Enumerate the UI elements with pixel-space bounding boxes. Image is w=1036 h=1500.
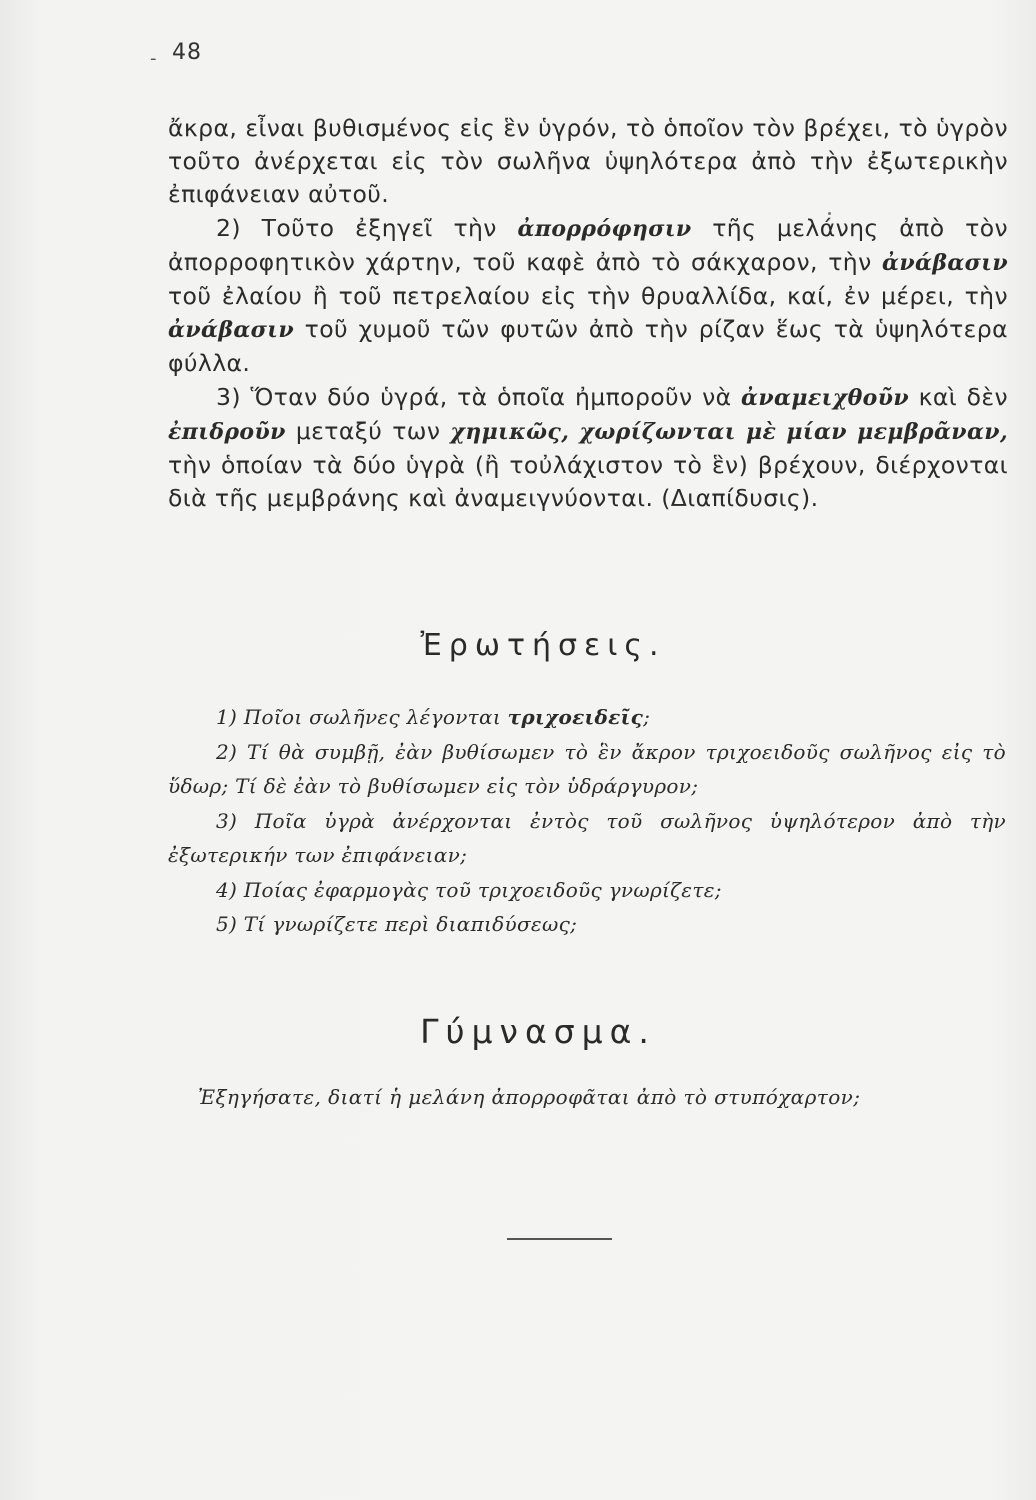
paragraph-2 <box>168 212 1008 381</box>
paragraph-2-text-a: 2) Τοῦτο ἐξηγεῖ τὴν <box>216 213 518 242</box>
page-number-dash: - <box>150 48 157 69</box>
exercise-text: Ἐξηγήσατε, διατί ἡ μελάνη ἀπορροφᾶται ἀπὸ τὸ στυπόχαρτον; <box>198 1085 861 1109</box>
questions-list <box>168 700 1006 942</box>
question-1 <box>168 700 1006 735</box>
body-text <box>168 112 1008 515</box>
exercise-heading: Γύμνασμα. <box>420 1012 656 1051</box>
question-1-mark: ; <box>643 705 651 729</box>
question-5: 5) Τί γνωρίζετε περὶ διαπιδύσεως; <box>216 912 578 936</box>
term-membrane: χημικῶς, χωρίζωνται μὲ μίαν μεμβρᾶναν, <box>450 418 1008 445</box>
paragraph-3-text-g: τὴν ὁποίαν τὰ δύο ὑγρὰ (ἢ τοὐλάχιστον τὸ ἓν) βρέχουν, διέρχονται διὰ τῆς μεμβράνης καὶ ἀναμειγνύονται. (Διαπίδυσις). <box>168 451 1008 513</box>
paragraph-3-text-c: καὶ δὲν <box>909 382 1009 411</box>
term-mix: ἀναμειχθοῦν <box>741 384 910 411</box>
paragraph-3-text-a: 3) Ὅταν δύο ὑγρά, τὰ ὁποῖα ἠμποροῦν νὰ <box>216 382 742 411</box>
section-divider <box>507 1238 612 1240</box>
paragraph-2-text-e: τοῦ ἐλαίου ἢ τοῦ πετρελαίου εἰς τὴν θρυαλλίδα, καί, ἐν μέρει, τὴν <box>168 282 1008 311</box>
term-ascent-2: ἀνάβασιν <box>168 317 294 344</box>
paragraph-2-text-g: τοῦ χυμοῦ τῶν φυτῶν ἀπὸ τὴν ρίζαν ἕως τὰ ὑψηλότερα φύλλα. <box>168 315 1008 378</box>
question-3: 3) Ποῖα ὑγρὰ ἀνέρχονται ἐντὸς τοῦ σωλῆνος ὑψηλότερον ἀπὸ τὴν ἐξωτερικήν των ἐπιφάνειαν; <box>168 808 1006 867</box>
term-ascent-1: ἀνάβασιν <box>882 249 1008 276</box>
paragraph-2-text-c: τῆς μελάνης ἀπὸ τὸν ἀπορροφητικὸν χάρτην, τοῦ καφὲ ἀπὸ τὸ σάκχαρον, τὴν <box>168 213 1008 276</box>
paragraph-3 <box>168 381 1008 516</box>
question-1-text: 1) Ποῖοι σωλῆνες λέγονται <box>216 705 508 729</box>
paragraph-1: ἄκρα, εἶναι βυθισμένος εἰς ἓν ὑγρόν, τὸ ὁποῖον τὸν βρέχει, τὸ ὑγρὸν τοῦτο ἀνέρχεται εἰς τὸν σωλῆνα ὑψηλότερα ἀπὸ τὴν ἐξωτερικὴν ἐπιφάνειαν αὐτοῦ. <box>168 114 1008 209</box>
term-react: ἐπιδροῦν <box>168 418 286 445</box>
page-number: 48 <box>172 40 202 65</box>
questions-heading: Ἐρωτήσεις. <box>420 628 666 663</box>
question-4: 4) Ποίας ἐφαρμογὰς τοῦ τριχοειδοῦς γνωρίζετε; <box>216 877 722 902</box>
question-1-term: τριχοειδεῖς <box>507 705 644 729</box>
paragraph-3-text-e: μεταξύ των <box>285 416 451 445</box>
term-absorption: ἀπορρόφησιν <box>517 215 692 242</box>
question-2: 2) Τί θὰ συμβῇ, ἐὰν βυθίσωμεν τὸ ἓν ἄκρον τριχοειδοῦς σωλῆνος εἰς τὸ ὕδωρ; Τί δὲ ἐὰν τὸ βυθίσωμεν εἰς τὸν ὑδράργυρον; <box>168 739 1006 798</box>
